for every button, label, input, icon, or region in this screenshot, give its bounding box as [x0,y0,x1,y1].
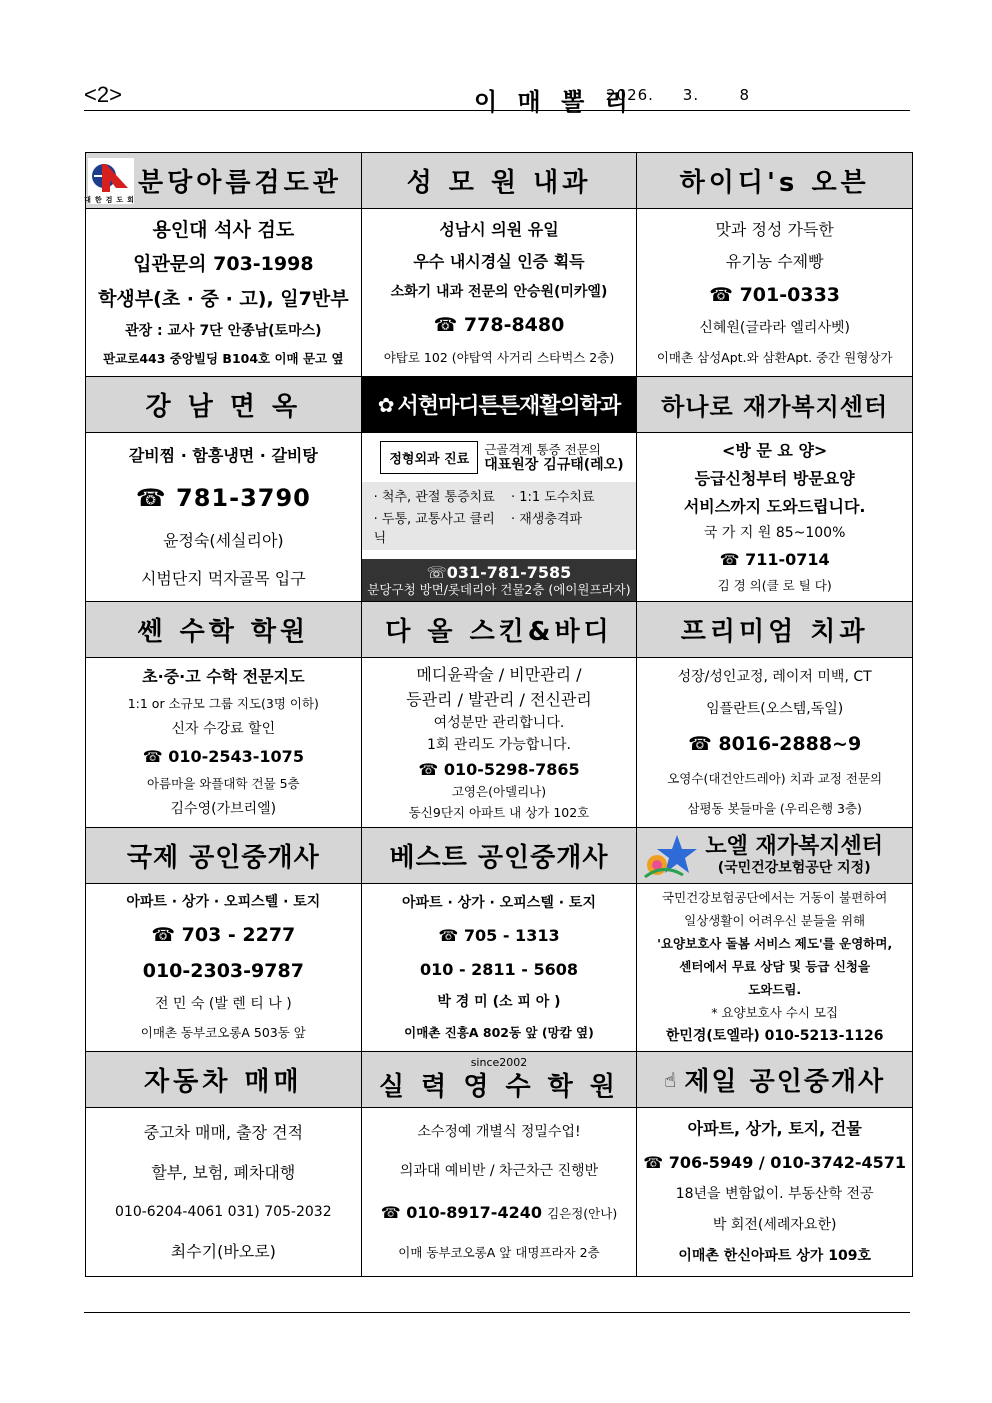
ad-phone: ☎ 010-8917-4240 [380,1203,542,1223]
ad-line: 윤정숙(세실리아) [162,531,284,550]
ad-line: 소수정예 개별식 정밀수업! [417,1123,581,1140]
ad-line: 삼평동 봇들마을 (우리은행 3층) [687,800,862,816]
ad-line: 오영수(대건안드레아) 치과 교정 전문의 [667,770,883,786]
header-rule [84,110,910,111]
ad-bakery [637,153,913,377]
phone-icon: ☏ [426,562,447,582]
ad-line: 임플란트(오스템,독일) [706,701,844,718]
ad-line: 아파트 · 상가 · 오피스텔 · 토지 [126,894,321,911]
ad-line: 이매 동부코오롱A 앞 대명프라자 2층 [398,1245,600,1261]
ad-title: 국제 공인중개사 [86,828,361,884]
service-item: · 재생충격파 [510,512,583,527]
ad-line: * 요양보호사 수시 모집 [711,1005,839,1021]
ad-line: <방 문 요 양> [721,441,828,461]
since-label: since2002 [470,1056,528,1069]
ad-line: 성장/성인교정, 레이저 미백, CT [677,669,872,686]
ad-phone: ☎ 701-0333 [709,284,841,307]
ad-phone: 한민경(토엘라) 010-5213-1126 [665,1028,884,1045]
ad-title: 프리미엄 치과 [637,602,912,658]
ad-line: 서비스까지 도와드립니다. [683,496,866,516]
runner-icon: ✿ [377,392,394,417]
ad-hanaro [637,377,913,602]
ad-line: 갈비찜 · 함흥냉면 · 갈비탕 [128,446,318,466]
ad-line: 관장 : 교사 7단 안종남(토마스) [125,322,322,339]
ad-line: 초·중·고 수학 전문지도 [142,666,305,686]
ad-title [637,1052,912,1108]
ad-contact [381,1203,617,1222]
ad-title: 하나로 재가복지센터 [637,377,912,433]
ad-line: 대표원장 김규태(레오) [484,456,624,473]
ad-line: 판교로443 중앙빌딩 B104호 이매 문고 옆 [103,351,344,367]
ad-line: 전 민 숙 (발 렌 티 나 ) [154,995,292,1012]
ad-line: 최수기(바오로) [170,1242,276,1262]
ad-line: 1회 관리도 가능합니다. [426,737,571,754]
ad-line: 일상생활이 어려우신 분들을 위해 [684,913,866,929]
ad-line: '요양보호사 돌봄 서비스 제도'를 운영하며, [657,936,893,952]
ad-grid [85,152,913,1277]
ad-car [86,1052,362,1277]
ad-line: 고영은(아델리나) [451,784,547,800]
ad-line: 이매촌 진흥A 802동 앞 (망캄 옆) [404,1024,594,1040]
ad-line: 학생부(초 · 중 · 고), 일7반부 [98,287,349,310]
ad-line: 야탑로 102 (야탑역 사거리 스타벅스 2층) [383,350,615,366]
ad-line: 신혜원(글라라 엘리사벳) [699,320,850,337]
ad-skin [361,602,637,828]
footer-rule [84,1312,910,1313]
ad-title: 다 올 스킨&바디 [362,602,637,658]
ad-line: 18년을 변함없이. 부동산학 전공 [675,1185,874,1202]
ad-title [86,153,361,209]
ad-line: 아름마을 와플대학 건물 5층 [146,776,300,792]
ad-line: 메디윤곽술 / 비만관리 / [416,664,582,684]
ad-phone: 010-6204-4061 031) 705-2032 [115,1203,332,1220]
ad-phone: ☎ 711-0714 [719,549,830,569]
ad-line: 소화기 내과 전문의 안승원(미카엘) [390,284,608,301]
ad-line: 국민건강보험공단에서는 거동이 불편하여 [662,890,888,905]
ad-line: 여성분만 관리합니다. [433,714,565,731]
ad-line: 신자 수강료 할인 [171,720,276,737]
kendo-association-logo [84,158,138,204]
ad-phone: ☎ 778-8480 [433,314,565,337]
ad-line: 등관리 / 발관리 / 전신관리 [406,689,592,709]
ad-line: 할부, 보험, 폐차대행 [151,1163,296,1183]
ad-title [362,1052,637,1108]
ad-line: 아파트 · 상가 · 오피스텔 · 토지 [402,895,596,912]
ad-line: 이매촌 한신아파트 상가 109호 [678,1248,871,1265]
ad-phone: ☎ 010-2543-1075 [142,747,304,767]
ad-line: 입관문의 703-1998 [133,253,314,276]
service-item: · 1:1 도수치료 [510,490,595,505]
ad-title: 하이디's 오븐 [637,153,912,209]
ad-line: 등급신청부터 방문요양 [694,469,855,489]
svg-text:대한검도회: 대한검도회 [84,195,138,204]
ad-line: 시범단지 먹자골목 입구 [140,568,306,588]
ad-line: 우수 내시경실 인증 획득 [413,251,585,271]
ad-line: 용인대 석사 검도 [152,218,295,241]
ad-line: 유기농 수제빵 [725,251,824,271]
ad-line: 성남시 의원 유일 [439,219,559,239]
ad-line: 김수영(가브리엘) [170,801,277,818]
ad-line: 박 경 미 (소 피 아 ) [437,993,561,1010]
ad-line: 분당구청 방면/롯데리아 건물2층 (에이원프라자) [367,582,631,597]
ad-title: 쎈 수학 학원 [86,602,361,658]
ad-line: 김은정(안나) [547,1206,618,1222]
ad-english [361,1052,637,1277]
ad-phone [362,563,637,582]
ad-line: 의과대 예비반 / 차근차근 진행반 [399,1163,599,1180]
page-header [84,82,912,116]
ad-phone: ☎ 706-5949 / 010-3742-4571 [643,1152,907,1172]
ad-line: 맛과 정성 가득한 [715,219,834,239]
ad-phone: ☎ 705 - 1313 [438,926,560,946]
ad-badge: 정형외과 진료 [380,441,478,474]
ad-title-text: 제일 공인중개사 [684,1067,886,1097]
ad-title [637,828,912,884]
pointing-hand-icon: ☝ [664,1067,679,1092]
ad-line: 1:1 or 소규모 그룹 지도(3명 이하) [127,695,319,711]
ad-title [362,377,637,433]
ad-line: 국 가 지 원 85~100% [703,524,846,541]
ad-line: 아파트, 상가, 토지, 건물 [687,1119,862,1139]
ad-phone: ☎ 703 - 2277 [151,924,296,947]
ad-physio [361,377,637,602]
ad-line: 중고차 매매, 출장 견적 [143,1122,304,1142]
ad-line: 도와드림. [748,982,802,998]
ad-noodle [86,377,362,602]
page-number: <2> [84,82,122,107]
phone-number: 031-781-7585 [446,562,572,582]
contact-bar [362,559,637,601]
service-item: · 두통, 교통사고 클리닉 [373,512,495,546]
ad-title-text: 노엘 재가복지센터 [705,833,883,859]
ad-title-text: 실 력 영 수 학 원 [379,1072,619,1102]
ad-line: 박 회전(세례자요한) [712,1216,837,1233]
ad-line: 센터에서 무료 상담 및 등급 신청을 [679,959,871,975]
ad-realtor-gukje [86,828,362,1052]
ad-title-text: 서현마디튼튼재활의학과 [397,394,621,419]
ad-line: 이매촌 삼성Apt.와 삼환Apt. 중간 원형상가 [656,350,893,366]
ad-internal-medicine [361,153,637,377]
ad-realtor-best [361,828,637,1052]
ad-line: 동신9단지 아파트 내 상가 102호 [408,805,590,821]
service-item: · 척추, 관절 통증치료 [373,490,495,505]
ad-phone: 010 - 2811 - 5608 [419,960,578,979]
ad-phone: 010-2303-9787 [142,959,304,982]
ad-line: 근골격계 통증 전문의 [484,441,601,457]
ad-realtor-jeil [637,1052,913,1277]
newsletter-name: 이 매 뽈 리 [474,88,634,116]
ad-phone: ☎ 8016-2888~9 [688,732,862,755]
ad-subtitle: (국민건강보험공단 지정) [717,860,871,877]
ad-noel [637,828,913,1052]
ad-title: 자동차 매매 [86,1052,361,1108]
ad-phone: ☎ 781-3790 [135,483,311,512]
ad-dental [637,602,913,828]
ad-math [86,602,362,828]
service-list [362,482,637,550]
ad-title: 성 모 원 내과 [362,153,637,209]
star-logo-icon [643,833,701,879]
ad-title-text: 분당아름검도관 [138,168,342,198]
issue-date: 2026. 3. 8 [606,86,751,104]
ad-title: 베스트 공인중개사 [362,828,637,884]
ad-line: 김 경 의(클 로 틸 다) [717,577,832,593]
ad-kendo [86,153,362,377]
ad-phone: ☎ 010-5298-7865 [418,759,580,779]
ad-title: 강 남 면 옥 [86,377,361,433]
ad-line: 이매촌 동부코오롱A 503동 앞 [140,1025,306,1041]
